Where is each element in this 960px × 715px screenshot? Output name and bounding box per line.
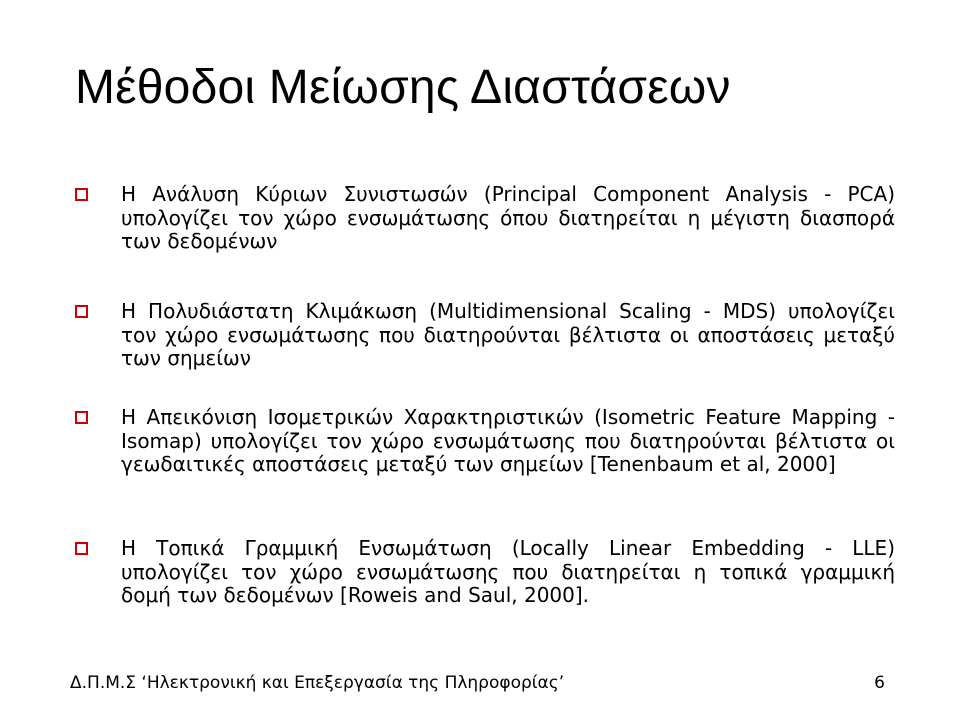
hollow-square-bullet-icon bbox=[75, 188, 88, 201]
hollow-square-bullet-icon bbox=[75, 411, 88, 424]
bullet-text: Η Ανάλυση Κύριων Συνιστωσών (Principal Component Analysis - PCA) υπολογίζει τον χώρο ενσωμάτωσης όπου διατηρείται η μέγιστη διασπορά των δεδομένων bbox=[121, 182, 895, 253]
bullet-list bbox=[75, 183, 895, 631]
bullet-item-mds bbox=[75, 300, 895, 370]
bullet-text: Η Απεικόνιση Ισομετρικών Χαρακτηριστικών (Isometric Feature Mapping - Isomap) υπολογίζει τον χώρο ενσωμάτωσης που διατηρούνται βέλτιστα οι γεωδαιτικές αποστάσεις μεταξύ των σημείων [Tenenbaum et al, 2000] bbox=[121, 405, 895, 476]
hollow-square-bullet-icon bbox=[75, 305, 88, 318]
footer-page-number: 6 bbox=[874, 673, 885, 693]
hollow-square-bullet-icon bbox=[75, 542, 88, 555]
bullet-text: Η Τοπικά Γραμμική Ενσωμάτωση (Locally Linear Embedding - LLE) υπολογίζει τον χώρο ενσωμάτωσης που διατηρείται η τοπικά γραμμική δομή των δεδομένων [Roweis and Saul, 2000]. bbox=[121, 536, 895, 607]
footer-course-label: Δ.Π.Μ.Σ ‘Ηλεκτρονική και Επεξεργασία της Πληροφορίας’ bbox=[70, 673, 565, 693]
bullet-text: Η Πολυδιάστατη Κλιμάκωση (Multidimensional Scaling - MDS) υπολογίζει τον χώρο ενσωμάτωσης που διατηρούνται βέλτιστα οι αποστάσεις μεταξύ των σημείων bbox=[121, 299, 895, 370]
slide-title: Μέθοδοι Μείωσης Διαστάσεων bbox=[75, 61, 731, 114]
bullet-item-lle bbox=[75, 537, 895, 631]
bullet-item-isomap bbox=[75, 406, 895, 500]
bullet-item-pca bbox=[75, 183, 895, 253]
